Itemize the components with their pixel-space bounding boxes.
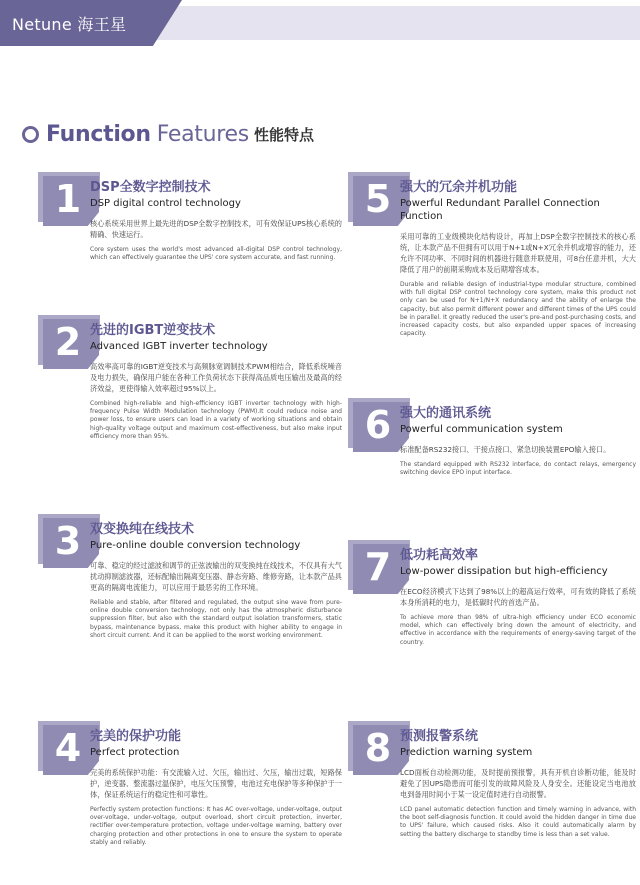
feature-title-en: Low-power dissipation but high-efficiency (400, 566, 608, 577)
number-digit: 2 (54, 320, 82, 364)
section-title-en-bold: Function (46, 121, 151, 147)
feature-title-en: DSP digital control technology (90, 198, 241, 209)
feature-title-zh: 完美的保护功能 (90, 729, 182, 744)
feature-title-en: Perfect protection (90, 747, 180, 758)
feature-body-zh: 标准配备RS232接口、干接点接口、紧急切换装置EPO输入接口。 (400, 445, 611, 454)
brand-name: Netune 海王星 (12, 15, 127, 34)
feature-body-zh: 采用可靠的工业级模块化结构设计，再加上DSP全数字控制技术的核心系统，让本款产品不但拥有可以用于N+1或N+X冗余并机或增容的能力，还允许不同功率、不同时间的机器进行随意并联使用，可8台任意并机，大大降低了用户的前期采购成本及后期增容成本。 (400, 232, 636, 274)
feature-body-zh: 在ECO经济模式下达到了98%以上的超高运行效率，可有效的降低了系统本身所消耗的电力，是低碳时代的首选产品。 (400, 587, 636, 607)
feature-body-en: LCD panel automatic detection function and timely warning in advance, with the boot self-diagnosis function. It could avoid the hidden danger in time due to UPS' failure, which caused risks. Also it could automatically alarm by setting the battery discharge to standby time is less than a set value. (400, 806, 636, 838)
section-title-zh: 性能特点 (253, 125, 314, 144)
number-digit: 8 (364, 726, 392, 770)
circle-bullet-icon (22, 126, 39, 143)
header-band (0, 0, 640, 46)
feature-title-zh: 强大的冗余并机功能 (400, 180, 518, 195)
number-digit: 7 (364, 545, 392, 589)
feature-title-zh: 双变换纯在线技术 (90, 522, 195, 537)
feature-title-en: Powerful communication system (400, 424, 563, 435)
feature-title-zh: 低功耗高效率 (400, 548, 479, 563)
number-digit: 6 (364, 403, 392, 447)
feature-body-zh: LCD面板自动检测功能，及时提前预报警，具有开机自诊断功能，能及时避免了因UPS隐患而可能引发的故障风险及人身安全。还能设定当电池放电到备用时间小于某一设定值时进行自动报警。 (400, 768, 636, 799)
feature-title-en: Advanced IGBT inverter technology (90, 341, 268, 352)
feature-body-en: Core system uses the world's most advanced all-digital DSP control technology, which can effectively guarantee the UPS' core system accurate, and fast running. (90, 246, 342, 262)
feature-title-zh: 强大的通讯系统 (400, 406, 492, 421)
number-digit: 4 (54, 726, 82, 770)
feature-title-zh: 预测报警系统 (400, 729, 479, 744)
feature-body-zh: 高效率高可靠的IGBT逆变技术与高频脉宽调制技术PWM相结合，降低系统噪音及电力损失，确保用户能在各种工作负荷状态下获得高品质电压输出及最高的经济效益，更使得输入效率超过95%以上。 (90, 362, 342, 393)
feature-title-zh: 先进的IGBT逆变技术 (90, 323, 216, 338)
section-title (22, 119, 314, 149)
feature-body-zh: 完美的系统保护功能：有交流输入过、欠压，输出过、欠压，输出过载，短路保护，逆变器、整流器过温保护，电压欠压预警，电池过充电保护等多种保护于一体，保证系统运行的稳定性和可靠性。 (90, 768, 342, 799)
feature-body-en: Reliable and stable, after filtered and regulated, the output sine wave from pure-online double conversion technology, not only has the atmospheric disturbance suppression filter, but also with the standard output isolation transformers, static bypass, maintenance bypass, make this product with higher ability to engage in short circuit current. And it can be applied to the worst working environment. (90, 599, 342, 639)
feature-title-zh: DSP全数字控制技术 (90, 180, 211, 195)
feature-body-en: To achieve more than 98% of ultra-high efficiency under ECO economic model, which can effectively bring down the amount of electricity, and effective in accordance with the requirements of energy-saving target of the country. (400, 614, 636, 646)
feature-body-en: Combined high-reliable and high-efficiency IGBT inverter technology with high-frequency Pulse Width Modulation technology (PWM).It could reduce noise and power loss, to ensure users can load in a variety of working situations and obtain high-quality voltage output and maximum cost-effectiveness, but also make input efficiency more than 95%. (90, 400, 342, 440)
feature-body-en: Durable and reliable design of industrial-type modular structure, combined with full digital DSP control technology core system, make this product not only can be used for N+1/N+X redundancy and the ability of enlarge the capacity, but also permit different power and different times of the UPS could be in parallel. It greatly reduced the user's pre-and post-purchasing costs, and increased capacity costs, but also expanded upper spaces of increasing capacity. (400, 281, 636, 338)
feature-title-en: Pure-online double conversion technology (90, 540, 301, 551)
feature-title-en: Powerful Redundant Parallel Connection Function (400, 198, 600, 222)
number-digit: 1 (54, 177, 82, 221)
number-digit: 3 (54, 519, 82, 563)
feature-body-en: Perfectly system protection functions: It has AC over-voltage, under-voltage, output over-voltage, under-voltage, output overload, short circuit protection, inverter, rectifier over-temperature protection, voltage under-voltage warning, battery over charging protection and other protections in one to ensure the system to operate stably and reliably. (90, 806, 342, 846)
section-title-en-light: Features (156, 121, 249, 147)
number-digit: 5 (364, 177, 392, 221)
feature-body-zh: 可靠、稳定的经过滤波和调节的正弦波输出的双变换纯在线技术，不仅具有大气扰动抑制滤波器，还标配输出隔离变压器、静态旁路、维修旁路，让本款产品具更高的隔离电流能力，可以应用于最恶劣的工作环境。 (90, 561, 342, 592)
feature-body-en: The standard equipped with RS232 interface, do contact relays, emergency switching device EPO input interface. (400, 461, 636, 477)
feature-title-en: Prediction warning system (400, 747, 533, 758)
feature-body-zh: 核心系统采用世界上最先进的DSP全数字控制技术，可有效保证UPS核心系统的精确、快速运行。 (90, 219, 342, 239)
